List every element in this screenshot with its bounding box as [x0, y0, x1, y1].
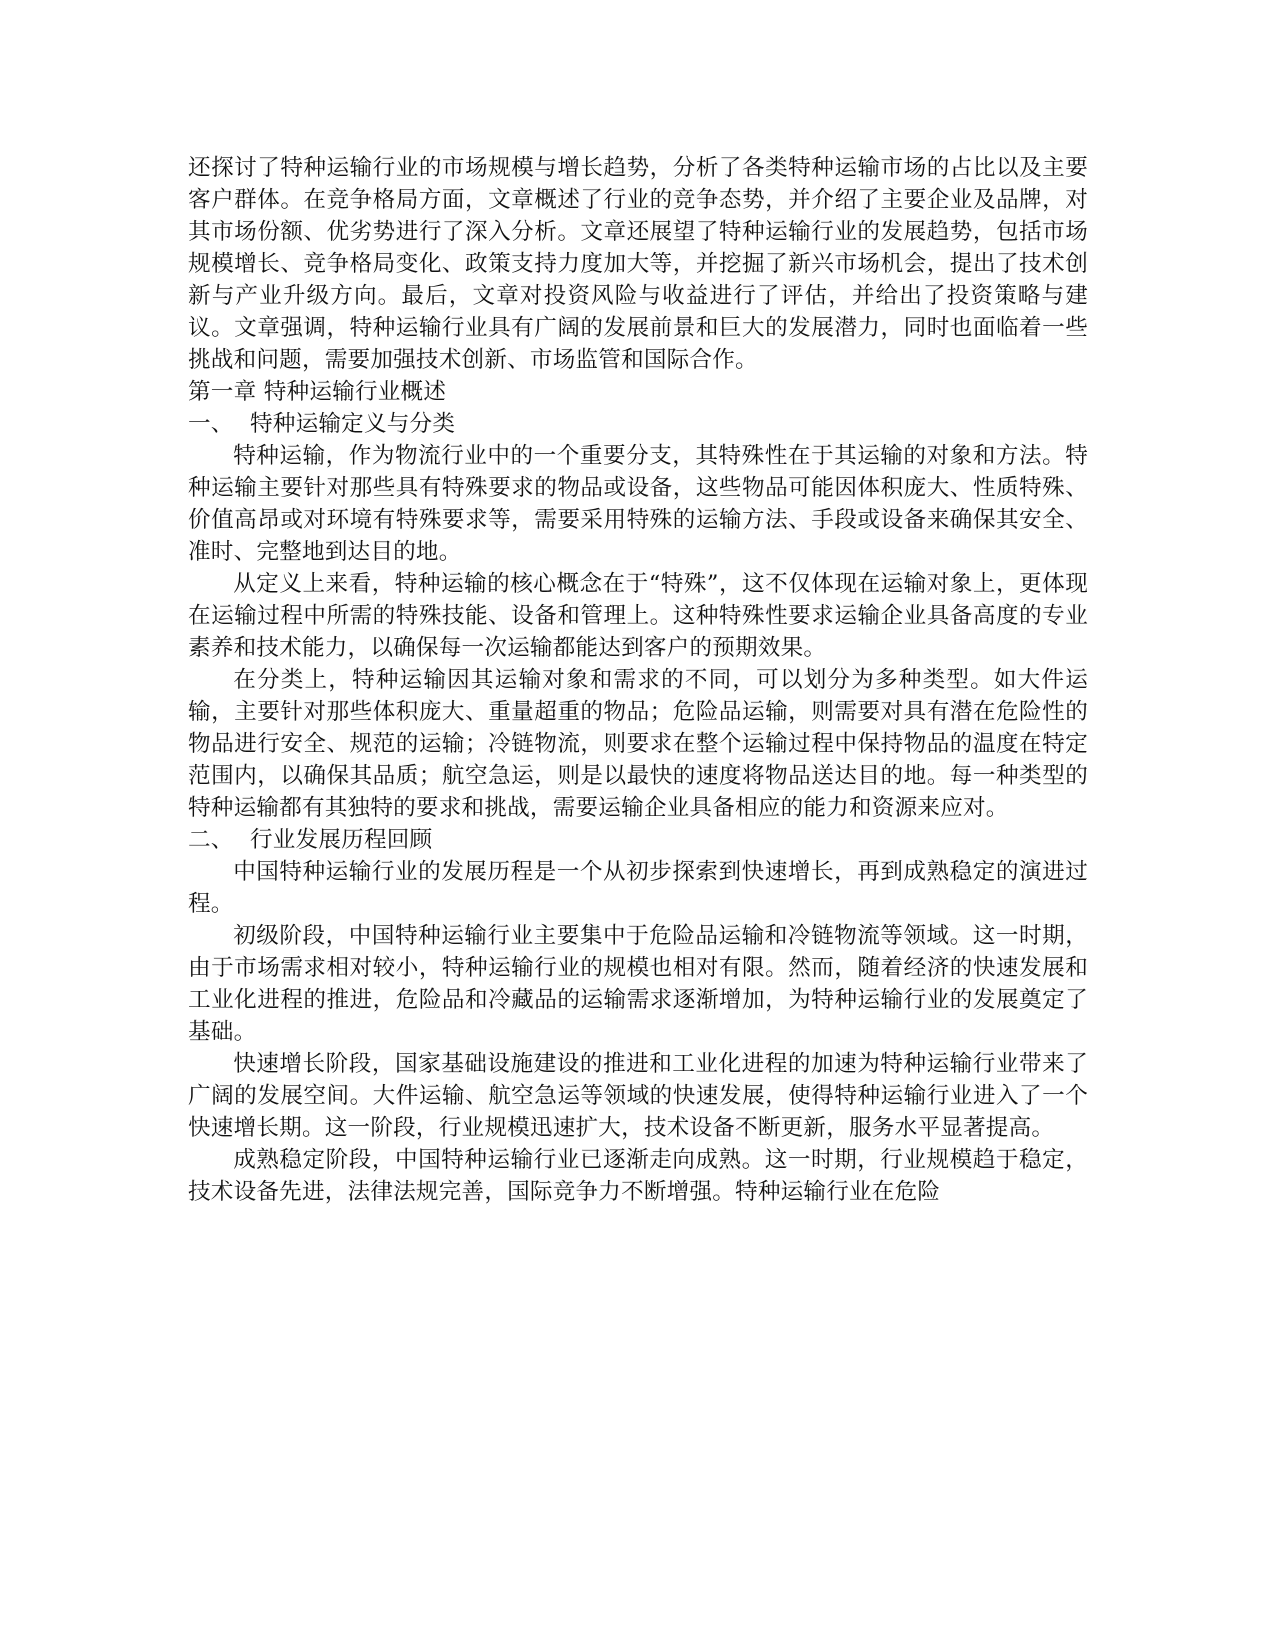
section-title-2: 行业发展历程回顾	[250, 827, 433, 853]
document-body	[188, 152, 1088, 1208]
intro-paragraph: 还探讨了特种运输行业的市场规模与增长趋势，分析了各类特种运输市场的占比以及主要客户群体。在竞争格局方面，文章概述了行业的竞争态势，并介绍了主要企业及品牌，对其市场份额、优劣势进行了深入分析。文章还展望了特种运输行业的发展趋势，包括市场规模增长、竞争格局变化、政策支持力度加大等，并挖掘了新兴市场机会，提出了技术创新与产业升级方向。最后，文章对投资风险与收益进行了评估，并给出了投资策略与建议。文章强调，特种运输行业具有广阔的发展前景和巨大的发展潜力，同时也面临着一些挑战和问题，需要加强技术创新、市场监管和国际合作。	[188, 155, 1088, 373]
section-title-1: 特种运输定义与分类	[250, 411, 456, 437]
section-number-1: 一、	[188, 411, 234, 437]
body-paragraph: 从定义上来看，特种运输的核心概念在于“特殊”，这不仅体现在运输对象上，更体现在运输过程中所需的特殊技能、设备和管理上。这种特殊性要求运输企业具备高度的专业素养和技术能力，以确保每一次运输都能达到客户的预期效果。	[188, 571, 1088, 661]
body-paragraph: 特种运输，作为物流行业中的一个重要分支，其特殊性在于其运输的对象和方法。特种运输主要针对那些具有特殊要求的物品或设备，这些物品可能因体积庞大、性质特殊、价值高昂或对环境有特殊要求等，需要采用特殊的运输方法、手段或设备来确保其安全、准时、完整地到达目的地。	[188, 443, 1088, 565]
body-paragraph: 初级阶段，中国特种运输行业主要集中于危险品运输和冷链物流等领域。这一时期，由于市场需求相对较小，特种运输行业的规模也相对有限。然而，随着经济的快速发展和工业化进程的推进，危险品和冷藏品的运输需求逐渐增加，为特种运输行业的发展奠定了基础。	[188, 923, 1088, 1045]
body-paragraph: 成熟稳定阶段，中国特种运输行业已逐渐走向成熟。这一时期，行业规模趋于稳定，技术设备先进，法律法规完善，国际竞争力不断增强。特种运输行业在危险	[188, 1147, 1088, 1205]
chapter-title: 第一章 特种运输行业概述	[188, 379, 447, 405]
section-heading-2	[188, 824, 1088, 856]
body-paragraph: 快速增长阶段，国家基础设施建设的推进和工业化进程的加速为特种运输行业带来了广阔的发展空间。大件运输、航空急运等领域的快速发展，使得特种运输行业进入了一个快速增长期。这一阶段，行业规模迅速扩大，技术设备不断更新，服务水平显著提高。	[188, 1051, 1088, 1141]
body-paragraph: 在分类上，特种运输因其运输对象和需求的不同，可以划分为多种类型。如大件运输，主要针对那些体积庞大、重量超重的物品；危险品运输，则需要对具有潜在危险性的物品进行安全、规范的运输；冷链物流，则要求在整个运输过程中保持物品的温度在特定范围内，以确保其品质；航空急运，则是以最快的速度将物品送达目的地。每一种类型的特种运输都有其独特的要求和挑战，需要运输企业具备相应的能力和资源来应对。	[188, 667, 1088, 821]
section-heading-1	[188, 408, 1088, 440]
body-paragraph: 中国特种运输行业的发展历程是一个从初步探索到快速增长，再到成熟稳定的演进过程。	[188, 859, 1088, 917]
section-number-2: 二、	[188, 827, 234, 853]
